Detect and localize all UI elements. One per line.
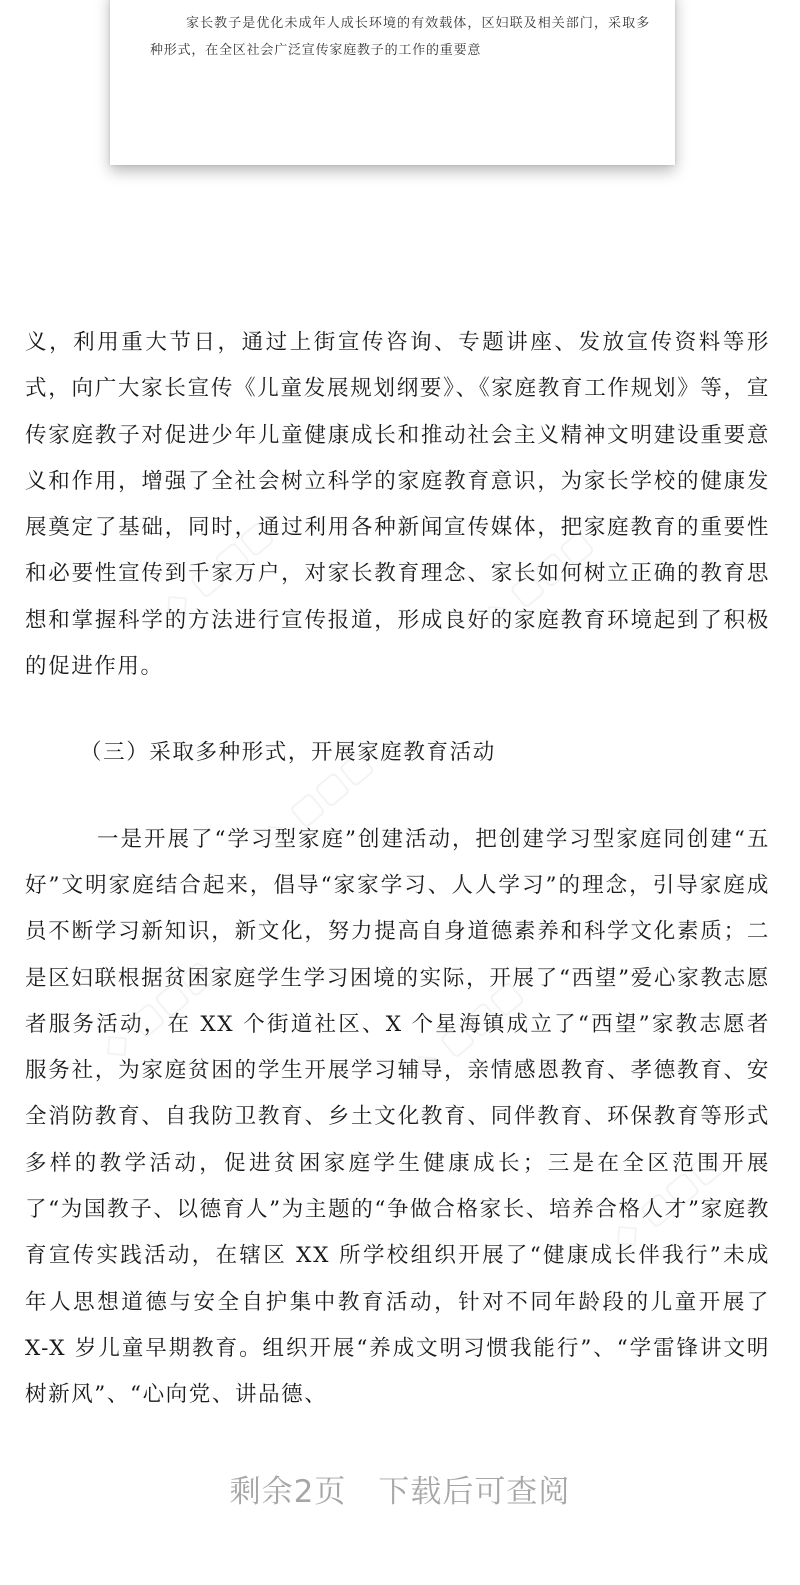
paragraph-continued: 义，利用重大节日，通过上街宣传咨询、专题讲座、发放宣传资料等形式，向广大家长宣传《儿童发展规划纲要》、《家庭教育工作规划》等，宣传家庭教子对促进少年儿童健康成长和推动社会主义精神文明建设重要意义和作用，增强了全社会树立科学的家庭教育意识，为家长学校的健康发展奠定了基础，同时，通过利用各种新闻宣传媒体，把家庭教育的重要性和必要性宣传到千家万户，对家长教育理念、家长如何树立正确的教育思想和掌握科学的方法进行宣传报道，形成良好的家庭教育环境起到了积极的促进作用。 bbox=[25, 330, 770, 680]
watermark-mark: ◇ ▢▢▢ bbox=[152, 511, 281, 629]
document-preview-card bbox=[110, 0, 675, 165]
remaining-pages-label: 剩余2页 bbox=[229, 1474, 347, 1510]
watermark-mark: ◇ ▢▢▢ bbox=[472, 521, 601, 639]
paragraph-activities: 一是开展了“学习型家庭”创建活动，把创建学习型家庭同创建“五好”文明家庭结合起来，倡导“家家学习、人人学习”的理念，引导家庭成员不断学习新知识，新文化，努力提高自身道德素养和科学文化素质；二是区妇联根据贫困家庭学生学习困境的实际，开展了“西望”爱心家教志愿者服务活动，在 XX 个街道社区、X 个星海镇成立了“西望”家教志愿者服务社，为家庭贫困的学生开展学习辅导，亲情感恩教育、孝德教育、安全消防教育、自我防卫教育、乡土文化教育、同伴教育、环保教育等形式多样的教学活动，促进贫困家庭学生健康成长；三是在全区范围开展了“为国教子、以德育人”为主题的“争做合格家长、培养合格人才”家庭教育宣传实践活动，在辖区 XX 所学校组织开展了“健康成长伴我行”未成年人思想道德与安全自护集中教育活动，针对不同年龄段的儿童开展了 X-X 岁儿童早期教育。组织开展“养成文明习惯我能行”、“学雷锋讲文明树新风”、“心向党、讲品德、 bbox=[25, 826, 770, 1408]
watermark-mark: ◇ ▢▢▢ bbox=[402, 971, 531, 1089]
download-to-view-label: 下载后可查阅 bbox=[378, 1474, 571, 1510]
download-prompt-banner[interactable] bbox=[0, 1466, 800, 1511]
watermark-mark: ◇ ▢▢▢ bbox=[252, 741, 381, 859]
watermark-mark: ◇ ▢▢▢ bbox=[92, 951, 221, 1069]
section-heading: （三）采取多种形式，开展家庭教育活动 bbox=[80, 740, 496, 766]
watermark-mark: ◇ ▢▢▢ bbox=[602, 1141, 731, 1259]
preview-card-text: 家长教子是优化未成年人成长环境的有效载体，区妇联及相关部门，采取多种形式，在全区社会广泛宣传家庭教子的工作的重要意 bbox=[150, 16, 650, 58]
document-body bbox=[25, 320, 770, 1419]
